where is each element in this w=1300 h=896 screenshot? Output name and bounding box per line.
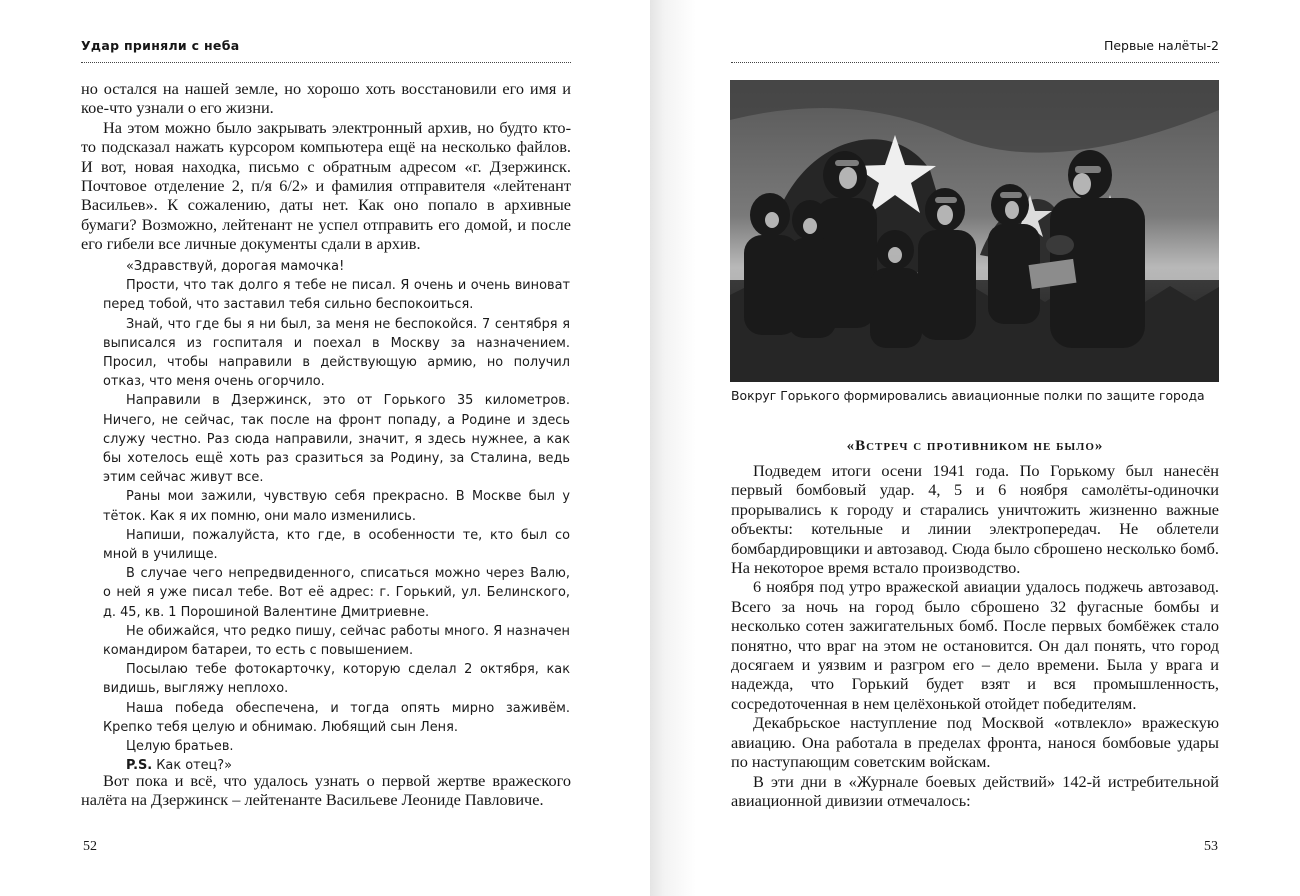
right-page: [650, 0, 1300, 896]
letter-line: «Здравствуй, дорогая мамочка!: [126, 259, 345, 274]
paragraph: На этом можно было закрывать электронный архив, но будто кто-то подсказал нажать курсором компьютера ещё на несколько файлов. И вот, новая находка, письмо с обратным адресом «г. Дзержинск. Почтовое отделение 2, п/я 6/2» и фамилия отправителя «лейтенант Васильев». К сожалению, даты нет. Как оно попало в архивные бумаги? Возможно, лейтенант не успел отправить его домой, и после его гибели все личные документы сдали в архив.: [81, 117, 571, 254]
ps-text: Как отец?»: [152, 758, 233, 774]
letter-quote: [103, 257, 570, 775]
page-number-left: 52: [83, 839, 97, 854]
ps-label: P.S.: [126, 758, 153, 774]
letter-line: Знай, что где бы я ни был, за меня не беспокойся. 7 сентября я выписался из госпиталя и поехал в Москву за назначением. Просил, чтобы направили в действующую армию, но получил отказ, что меня очень огорчило.: [103, 316, 570, 390]
photo-caption: Вокруг Горького формировались авиационные полки по защите города: [731, 388, 1205, 403]
letter-line: Не обижайся, что редко пишу, сейчас работы много. Я назначен командиром батареи, то есть с повышением.: [103, 623, 570, 659]
letter-line: Напиши, пожалуйста, кто где, в особенности те, кто был со мной в училище.: [103, 527, 570, 563]
letter-line: В случае чего непредвиденного, списаться можно через Валю, о ней я уже писал тебе. Вот её адрес: г. Горький, ул. Белинского, д. 45, кв. 1 Порошиной Валентине Дмитриевне.: [103, 566, 570, 620]
running-head-left: Удар приняли с неба: [81, 38, 571, 63]
letter-line: Раны мои зажили, чувствую себя прекрасно. В Москве был у тёток. Как я их помню, они мало изменились.: [103, 489, 570, 524]
page-number-right: 53: [1204, 839, 1218, 854]
letter-line: Наша победа обеспечена, и тогда опять мирно заживём. Крепко тебя целую и обнимаю. Любящий сын Леня.: [103, 700, 570, 735]
paragraph: но остался на нашей земле, но хорошо хоть восстановили его имя и кое-что узнали о его жизни.: [81, 79, 571, 118]
photo-pilots: [730, 80, 1219, 382]
letter-line: Прости, что так долго я тебе не писал. Я очень и очень виноват перед тобой, что заставил тебя сильно беспокоиться.: [103, 278, 570, 313]
paragraph: 6 ноября под утро вражеской авиации удалось поджечь автозавод. Всего за ночь на город было сброшено 32 фугасные бомбы и несколько сотен зажигательных бомб. После первых бомбёжек стало понятно, что враг на этом не остановится. Он дал понять, что город досягаем и уязвим и разгром его – дело времени. Была у врага и надежда, что Горький будет взят и вся промышленность, сосредоточенная в нем целёхонькой отойдет победителям.: [731, 577, 1219, 713]
letter-line: Направили в Дзержинск, это от Горького 35 километров. Ничего, не сейчас, так после на фронт попаду, а Родине и здесь служу честно. Раз сюда направили, значит, я здесь нужнее, а как бы хотелось ещё хоть раз сразиться за Родину, за Сталина, ведь этим сейчас живут все.: [103, 393, 570, 486]
paragraph: Вот пока и всё, что удалось узнать о первой жертве вражеского налёта на Дзержинск – лейтенанте Васильеве Леониде Павловиче.: [81, 771, 571, 810]
text-block-bottom: [81, 771, 571, 810]
text-block-top: [81, 79, 571, 254]
letter-line: Целую братьев.: [126, 739, 234, 755]
photo-pilots-illustration: [730, 80, 1219, 382]
letter-line: Посылаю тебе фотокарточку, которую сделал 2 октября, как видишь, выгляжу неплохо.: [103, 662, 570, 697]
paragraph: В эти дни в «Журнале боевых действий» 142-й истребительной авиационной дивизии отмечалось:: [731, 771, 1219, 810]
text-block-right: [731, 461, 1219, 810]
section-title: «Встреч с противником не было»: [846, 438, 1104, 454]
paragraph: Декабрьское наступление под Москвой «отвлекло» вражескую авиацию. Она работала в пределах фронта, нанося бомбовые удары по наступающим советским войскам.: [731, 713, 1219, 772]
paragraph: Подведем итоги осени 1941 года. По Горькому был нанесён первый бомбовый удар. 4, 5 и 6 ноября самолёты-одиночки прорывались к городу и старались уничтожить жизненно важные объекты: котельные и линии электропередач. Не облетели бомбардировщики и автозавод. Сюда было сброшено несколько бомб. На некоторое время встало производство.: [731, 461, 1219, 578]
running-head-right: Первые налёты-2: [731, 38, 1219, 63]
